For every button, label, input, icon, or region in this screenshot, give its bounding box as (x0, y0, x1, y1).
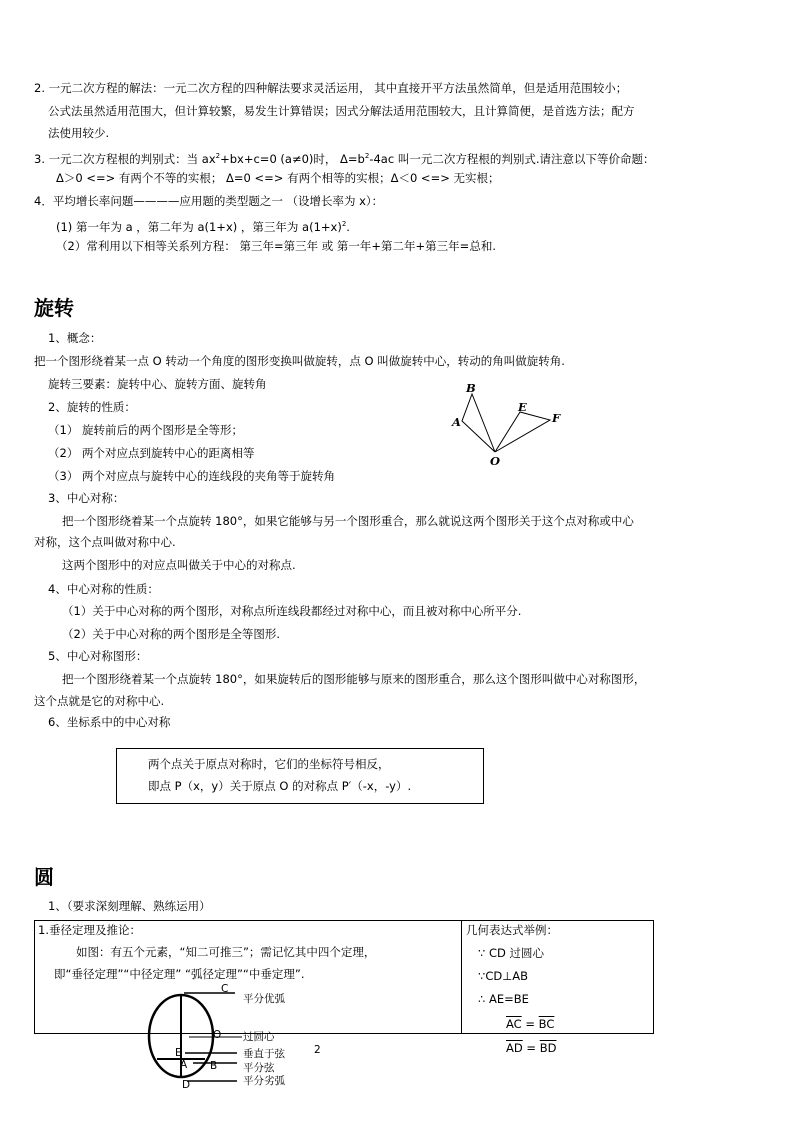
text: (1) 第一年为 a ，第二年为 a(1+x) ，第三年为 a(1+x) (56, 219, 342, 234)
text: 3. 一元二次方程根的判别式：当 ax (34, 151, 216, 166)
eq: = (526, 1041, 537, 1055)
arc-AC (506, 1017, 554, 1031)
text-line: 3、中心对称： (48, 491, 125, 505)
label-B: B (466, 381, 476, 395)
text-line: 这个点就是它的对称中心. (34, 694, 165, 708)
label-B: B (210, 1060, 218, 1072)
text-line: 2. 一元二次方程的解法：一元二次方程的四种解法要求灵活运用， 其中直接开平方法虽然简单，但是适用范围较小； (34, 81, 628, 95)
arc-AD (506, 1041, 556, 1055)
text-line: ∵CD⊥AB (478, 969, 528, 983)
text-line: 这两个图形中的对应点叫做关于中心的对称点. (62, 558, 296, 572)
text: . (346, 219, 350, 234)
text-line: 把一个图形绕着某一个点旋转 180°，如果它能够与另一个图形重合，那么就说这两个图形关于这个点对称或中心 (62, 514, 634, 528)
section-heading-circle: 圆 (34, 865, 54, 889)
text-line: （1）关于中心对称的两个图形，对称点所连线段都经过对称中心，而且被对称中心所平分. (62, 604, 522, 618)
label-t4: 平分弦 (243, 1062, 275, 1074)
text-line: 把一个图形绕着某一点 O 转动一个角度的图形变换叫做旋转，点 O 叫做旋转中心，转动的角叫做旋转角. (34, 354, 565, 368)
eq: = (525, 1017, 535, 1031)
text-line: 1、（要求深刻理解、熟练运用） (48, 899, 211, 913)
rotation-figure (462, 394, 550, 452)
text-line: ∵ CD 过圆心 (478, 946, 545, 960)
label-C: C (221, 983, 229, 995)
text-line: 1.垂径定理及推论： (38, 923, 141, 937)
label-O: O (213, 1029, 222, 1041)
label-D: D (182, 1079, 191, 1091)
text-line: 5、中心对称图形： (48, 649, 148, 663)
text-line: ∴ AE=BE (478, 992, 529, 1006)
label-F: F (552, 411, 561, 425)
text-line: 即“垂径定理”“中径定理” “弧径定理”“中垂定理”. (54, 967, 305, 981)
label-t5: 平分劣弧 (243, 1075, 285, 1087)
text-line: 把一个图形绕着某一个点旋转 180°，如果旋转后的图形能够与原来的图形重合，那么这个图形叫做中心对称图形， (62, 672, 646, 686)
sup: 2 (215, 152, 221, 160)
text-line: Δ＞0 <=> 有两个不等的实根； Δ=0 <=> 有两个相等的实根；Δ＜0 <=> 无实根； (56, 171, 500, 185)
text: -4ac 叫一元二次方程根的判别式.请注意以下等价命题： (369, 151, 655, 166)
arc: $\overline{BC}$ (538, 1017, 555, 1031)
table-divider (461, 920, 462, 1033)
label-E: E (518, 400, 527, 414)
text-line: （2）常利用以下相等关系列方程： 第三年=第三年 或 第一年+第二年+第三年=总和. (56, 239, 496, 253)
text-line: 4、中心对称的性质： (48, 582, 159, 596)
text-line: （1） 旋转前后的两个图形是全等形； (48, 423, 243, 437)
text-line: 4．平均增长率问题————应用题的类型题之一 （设增长率为 x）： (34, 194, 384, 208)
label-t2: 过圆心 (243, 1031, 275, 1043)
label-t1: 平分优弧 (243, 993, 285, 1005)
text-line: 2、旋转的性质： (48, 400, 136, 414)
text-line: 即点 P（x，y）关于原点 O 的对称点 P′（-x，-y）. (148, 779, 412, 793)
text-line: （2） 两个对应点到旋转中心的距离相等 (48, 446, 255, 460)
arc: $\overline{BD}$ (539, 1041, 557, 1055)
page-number: 2 (314, 1044, 321, 1056)
section-heading-rotation: 旋转 (34, 296, 74, 320)
label-A: A (180, 1059, 188, 1071)
text-line: 旋转三要素：旋转中心、旋转方面、旋转角 (48, 377, 267, 391)
text-line: 6、坐标系中的中心对称 (48, 715, 171, 729)
text-line: 1、概念： (48, 331, 102, 345)
sup: 2 (364, 152, 370, 160)
text-line: 如图：有五个元素，“知二可推三”；需记忆其中四个定理， (76, 945, 376, 959)
text-line: 几何表达式举例： (466, 923, 558, 937)
text-line: 公式法虽然适用范围大，但计算较繁，易发生计算错误；因式分解法适用范围较大，且计算简便，是首选方法；配方 (48, 104, 635, 118)
arc: $\overline{AC}$ (506, 1017, 522, 1031)
label-E: E (175, 1047, 182, 1059)
text-line: 对称，这个点叫做对称中心. (34, 535, 176, 549)
text: +bx+c=0 (a≠0)时， Δ=b (220, 151, 365, 166)
text-line: （2）关于中心对称的两个图形是全等图形. (62, 627, 280, 641)
label-O: O (490, 454, 501, 468)
arc: $\overline{AD}$ (506, 1041, 523, 1055)
text-line: （3） 两个对应点与旋转中心的连线段的夹角等于旋转角 (48, 469, 335, 483)
sup: 2 (341, 220, 347, 228)
label-t3: 垂直于弦 (243, 1048, 285, 1060)
text-line: 法使用较少. (48, 126, 110, 140)
text-line: 两个点关于原点对称时，它们的坐标符号相反， (148, 757, 390, 771)
label-A: A (452, 415, 461, 429)
